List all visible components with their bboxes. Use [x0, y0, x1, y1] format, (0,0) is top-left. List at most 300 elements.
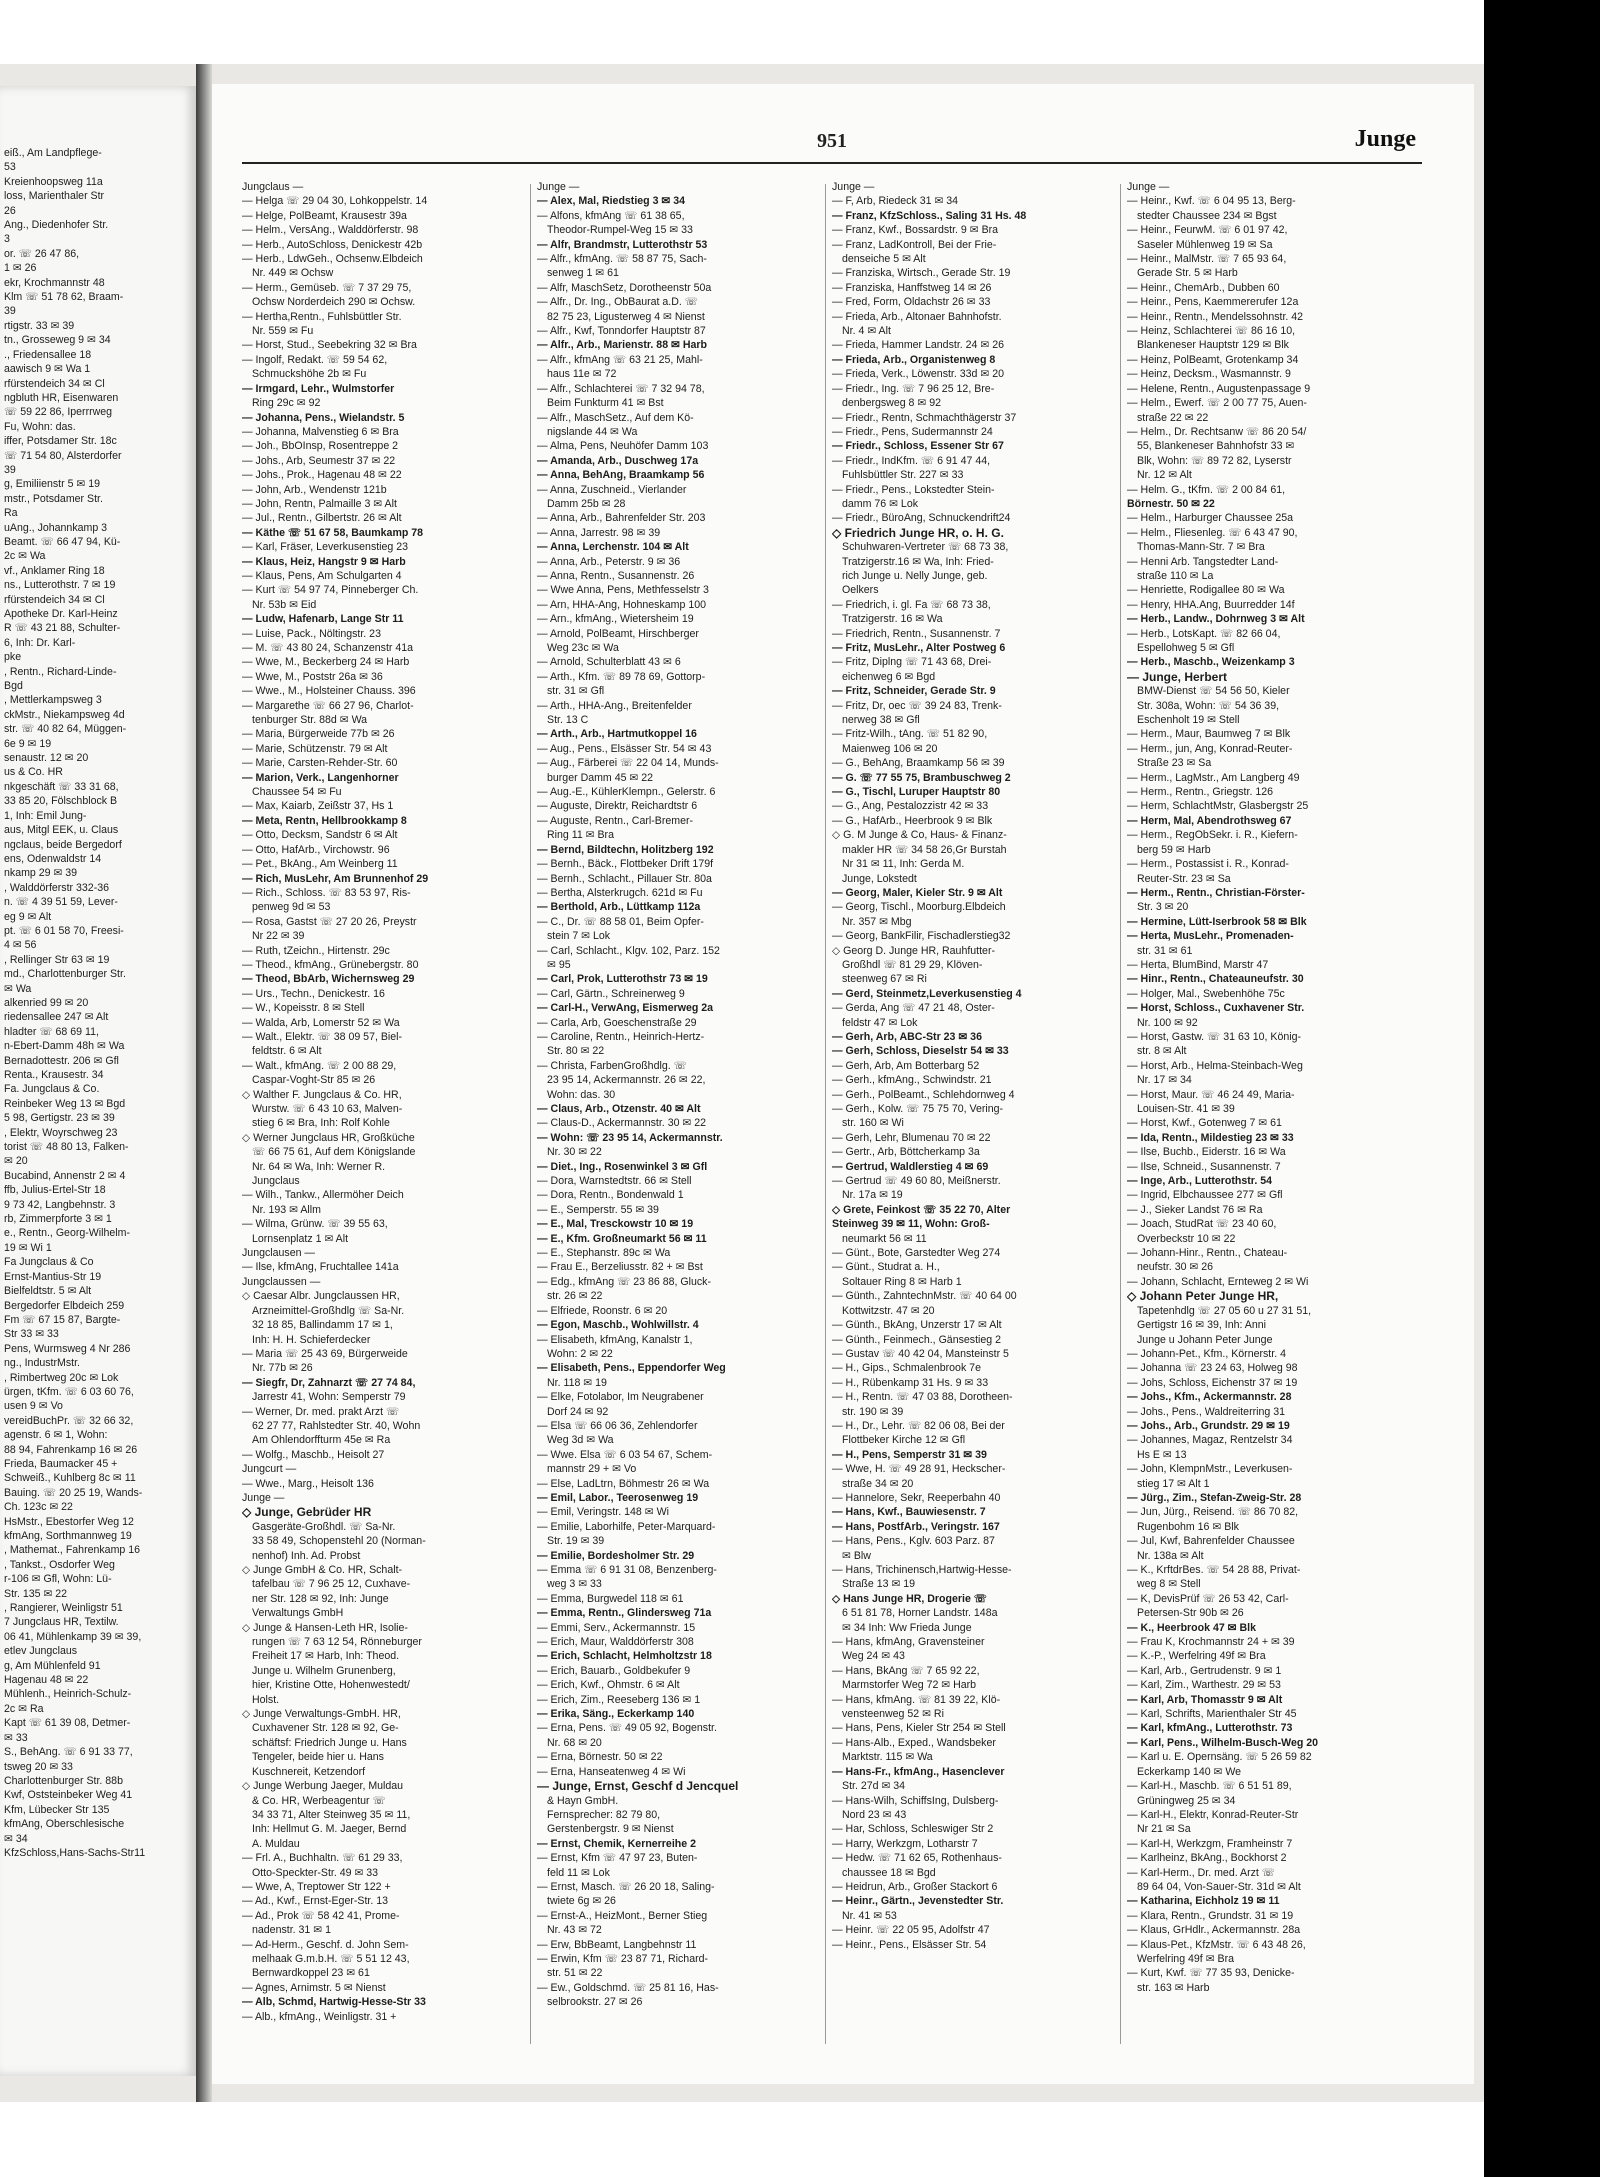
left-page-text-line: 2c ✉ Ra	[4, 1702, 44, 1715]
left-page-text-line: pt. ☏ 6 01 58 70, Freesi-	[4, 924, 124, 937]
directory-entry-line: schäftsf: Friedrich Junge u. Hans	[252, 1736, 407, 1749]
directory-entry-line: — Erika, Säng., Eckerkamp 140	[537, 1708, 695, 1721]
directory-entry-line: — Alfr., kfmAng. ☏ 58 87 75, Sach-	[537, 253, 707, 266]
directory-entry-line: — Frau K, Krochmannstr 24 + ✉ 39	[1127, 1636, 1295, 1649]
directory-entry-line: — Günth., BkAng, Unzerstr 17 ✉ Alt	[832, 1319, 1002, 1332]
directory-entry-line: — Frieda, Arb., Altonaer Bahnhofstr.	[832, 310, 1002, 323]
directory-entry-line: — Herm., LagMstr., Am Langberg 49	[1127, 771, 1300, 784]
left-page-text-line: ✉ 33	[4, 1731, 28, 1744]
directory-entry-line: Ring 29c ✉ 92	[252, 397, 321, 410]
directory-entry-line: — Anna, Rentn., Susannenstr. 26	[537, 569, 695, 582]
directory-entry-line: — Wwe, M., Poststr 26a ✉ 36	[242, 670, 383, 683]
directory-entry-line: — Ingolf, Redakt. ☏ 59 54 62,	[242, 353, 388, 366]
left-page-text-line: Bucabind, Annenstr 2 ✉ 4	[4, 1169, 126, 1182]
directory-entry-line: — Karl, Arb., Gertrudenstr. 9 ✉ 1	[1127, 1664, 1282, 1677]
directory-entry-line: Nr. 43 ✉ 72	[547, 1924, 602, 1937]
directory-entry-line: Junge —	[537, 181, 580, 193]
directory-entry-line: — Johanna, Malvenstieg 6 ✉ Bra	[242, 425, 399, 438]
left-page-text-line: str. ☏ 40 82 64, Müggen-	[4, 723, 127, 736]
left-page-text-line: n-Ebert-Damm 48h ✉ Wa	[4, 1040, 125, 1053]
directory-entry-line: str. 163 ✉ Harb	[1137, 1981, 1210, 1994]
directory-column-1	[242, 180, 525, 2060]
directory-entry-line: — Emma ☏ 6 91 31 08, Benzenberg-	[537, 1564, 717, 1576]
directory-entry-line: Inh: Hellmut G. M. Jaeger, Bernd	[252, 1823, 407, 1836]
directory-entry-line: — Claus, Arb., Otzenstr. 40 ✉ Alt	[537, 1103, 701, 1115]
directory-entry-line: — Auguste, Direktr, Reichardtstr 6	[537, 800, 698, 813]
directory-entry-line: — Heinr., Kwf. ☏ 6 04 95 13, Berg-	[1127, 195, 1296, 208]
directory-entry-line: Damm 25b ✉ 28	[547, 497, 626, 510]
directory-entry-line: — Wwe., M., Holsteiner Chauss. 396	[242, 685, 416, 698]
directory-entry-line: — Günt., Studrat a. H.,	[832, 1261, 940, 1274]
directory-entry-line: — Amanda, Arb., Duschweg 17a	[537, 454, 699, 467]
left-page-text-line: Kapt ☏ 61 39 08, Detmer-	[4, 1717, 131, 1730]
directory-entry-line: — Gertrud, Waldlerstieg 4 ✉ 69	[832, 1160, 989, 1173]
directory-entry-line: rich Junge u. Nelly Junge, geb.	[842, 569, 988, 582]
directory-entry-line: Weg 3d ✉ Wa	[547, 1434, 614, 1447]
directory-entry-line: — Emma, Burgwedel 118 ✉ 61	[537, 1592, 684, 1605]
directory-entry-line: Nr. 12 ✉ Alt	[1137, 469, 1192, 482]
left-page-text-line: 9 73 42, Langbehnstr. 3	[4, 1198, 116, 1211]
directory-entry-line: — Karl, Pens., Wilhelm-Busch-Weg 20	[1127, 1736, 1319, 1749]
left-page-text-line: Hagenau 48 ✉ 22	[4, 1674, 89, 1687]
left-page-text-line: ens, Odenwaldstr 14	[4, 852, 102, 865]
directory-entry-line: — Arth., Kfm. ☏ 89 78 69, Gottorp-	[537, 670, 706, 683]
page-number: 951	[817, 130, 847, 152]
directory-entry-line: 82 75 23, Ligusterweg 4 ✉ Nienst	[547, 310, 705, 323]
directory-entry-line: — Margarethe ☏ 66 27 96, Charlot-	[242, 699, 414, 712]
left-page-text-line: 39	[4, 463, 16, 476]
directory-entry-line: — Helm., Dr. Rechtsanw ☏ 86 20 54/	[1127, 425, 1307, 438]
directory-entry-line: Nr. 68 ✉ 20	[547, 1736, 602, 1749]
left-page-text-line: 53	[4, 161, 16, 174]
directory-entry-line: — Ludw, Hafenarb, Lange Str 11	[242, 613, 404, 626]
directory-entry-line: — M. ☏ 43 80 24, Schanzenstr 41a	[242, 642, 414, 654]
directory-entry-line: — Herm, SchlachtMstr, Glasbergstr 25	[1127, 800, 1309, 813]
directory-entry-line: Theodor-Rumpel-Weg 15 ✉ 33	[547, 224, 693, 237]
directory-entry-line: — Erna, Hanseatenweg 4 ✉ Wi	[537, 1765, 686, 1778]
directory-entry-line: — Hermine, Lütt-Iserbrook 58 ✉ Blk	[1127, 915, 1307, 928]
directory-entry-line: Nr. 357 ✉ Mbg	[842, 915, 912, 928]
directory-entry-line: — Anna, Lerchenstr. 104 ✉ Alt	[537, 541, 689, 554]
directory-entry-line: Nr. 41 ✉ 53	[842, 1909, 897, 1922]
directory-entry-line: Petersen-Str 90b ✉ 26	[1137, 1607, 1244, 1620]
directory-entry-line: — Else, LadLtrn, Böhmestr 26 ✉ Wa	[537, 1477, 710, 1490]
directory-entry-line: ☏ 66 75 61, Auf dem Königslande	[252, 1146, 416, 1159]
directory-entry-line: — Herta, BlumBind, Marstr 47	[1127, 958, 1269, 971]
directory-entry-line: straße 110 ✉ La	[1137, 569, 1214, 582]
directory-entry-line: — Wwe, M., Beckerberg 24 ✉ Harb	[242, 656, 410, 669]
directory-entry-line: — Käthe ☏ 51 67 58, Baumkamp 78	[242, 526, 424, 539]
directory-entry-line: 55, Blankeneser Bahnhofstr 33 ✉	[1137, 440, 1295, 453]
directory-entry-line: — H., Rübenkamp 31 Hs. 9 ✉ 33	[832, 1376, 989, 1389]
left-page-text-line: g, Emiliienstr 5 ✉ 19	[4, 478, 101, 491]
directory-entry-line: — Helm., Fliesenleg. ☏ 6 43 47 90,	[1127, 526, 1298, 539]
directory-entry-line: — Jürg., Zim., Stefan-Zweig-Str. 28	[1127, 1491, 1302, 1504]
left-page-text-line: , Rentn., Richard-Linde-	[4, 665, 117, 678]
column-rule	[1120, 184, 1121, 2044]
directory-entry-line: Börnestr. 50 ✉ 22	[1127, 497, 1215, 510]
directory-entry-line: — Günth., Feinmech., Gänsestieg 2	[832, 1333, 1001, 1346]
directory-entry-line: — Henry, HHA.Ang, Buurredder 14f	[1127, 598, 1295, 611]
directory-entry-line: — Ida, Rentn., Mildestieg 23 ✉ 33	[1127, 1131, 1294, 1144]
directory-entry-line: — Junge, Ernst, Geschf d Jencquel	[537, 1779, 739, 1794]
directory-entry-line: Nr. 138a ✉ Alt	[1137, 1549, 1204, 1562]
directory-entry-line: neumarkt 56 ✉ 11	[842, 1232, 927, 1245]
directory-entry-line: Reuter-Str. 23 ✉ Sa	[1137, 872, 1231, 885]
directory-entry-line: nigslande 44 ✉ Wa	[547, 425, 638, 438]
directory-entry-line: Großhdl ☏ 81 29 29, Klöven-	[842, 958, 983, 971]
directory-entry-line: — Helm., Ewerf. ☏ 2 00 77 75, Auen-	[1127, 397, 1307, 410]
directory-entry-line: — Heinr., Rentn., Mendelssohnstr. 42	[1127, 310, 1304, 323]
directory-entry-line: — Herm., Maur, Baumweg 7 ✉ Blk	[1127, 728, 1291, 741]
directory-entry-line: — Herm., Postassist i. R., Konrad-	[1127, 858, 1289, 871]
directory-entry-line: str. 160 ✉ Wi	[842, 1117, 904, 1130]
directory-entry-line: — G., Tischl, Luruper Hauptstr 80	[832, 786, 1001, 799]
directory-entry-line: Kuschnereit, Ketzendorf	[252, 1765, 366, 1778]
directory-entry-line: — Hans-Wilh, SchiffsIng, Dulsberg-	[832, 1794, 999, 1807]
directory-entry-line: — Heinr., Pens, Kaemmererufer 12a	[1127, 296, 1299, 309]
left-page-text-line: Ch. 123c ✉ 22	[4, 1501, 73, 1514]
left-page-text-line: Renta., Krausestr. 34	[4, 1069, 104, 1081]
left-page-text-line: Str 33 ✉ 33	[4, 1328, 59, 1341]
directory-entry-line: stieg 6 ✉ Bra, Inh: Rolf Kohle	[252, 1117, 390, 1130]
left-page-text-line: Bergedorfer Elbdeich 259	[4, 1299, 125, 1312]
directory-entry-line: — Elisabeth, kfmAng, Kanalstr 1,	[537, 1333, 693, 1346]
directory-entry-line: — Erich, Maur, Walddörferstr 308	[537, 1636, 694, 1649]
left-page-text-line: Bernadottestr. 206 ✉ Gfl	[4, 1054, 119, 1067]
left-page-text-line: KfzSchloss,Hans-Sachs-Str11	[4, 1846, 146, 1859]
directory-entry-line: — Emil, Veringstr. 148 ✉ Wi	[537, 1506, 669, 1519]
directory-entry-line: Rugenbohm 16 ✉ Blk	[1137, 1520, 1239, 1533]
directory-entry-line: — Friedr., BüroAng, Schnuckendrift24	[832, 512, 1011, 525]
left-page-text-line: , Mettlerkampsweg 3	[4, 694, 102, 707]
left-page-text-line: Beamt. ☏ 66 47 94, Kü-	[4, 535, 121, 548]
directory-entry-line: Maienweg 106 ✉ 20	[842, 742, 938, 755]
directory-entry-line: str. 8 ✉ Alt	[1137, 1045, 1187, 1058]
left-page-text-line: 6, Inh: Dr. Karl-	[4, 636, 76, 649]
directory-entry-line: Ochsw Norderdeich 290 ✉ Ochsw.	[252, 296, 416, 309]
directory-entry-line: — Helm., Harburger Chaussee 25a	[1127, 512, 1294, 525]
left-page-text-line: Bauing. ☏ 20 25 19, Wands-	[4, 1486, 143, 1499]
directory-entry-line: — Carl-H., VerwAng, Eismerweg 2a	[537, 1002, 714, 1015]
directory-entry-line: — Emmi, Serv., Ackermannstr. 15	[537, 1621, 696, 1634]
directory-entry-line: — Heinr. ☏ 22 05 95, Adolfstr 47	[832, 1924, 990, 1937]
directory-entry-line: — Friedr., Ing. ☏ 7 96 25 12, Bre-	[832, 382, 995, 395]
directory-entry-line: Espellohweg 5 ✉ Gfl	[1137, 642, 1235, 654]
directory-entry-line: — Georg, BankFilir, Fischadlerstieg32	[832, 930, 1011, 943]
directory-entry-line: — Helga ☏ 29 04 30, Lohkoppelstr. 14	[242, 195, 428, 208]
directory-entry-line: — Ilse, Schneid., Susannenstr. 7	[1127, 1160, 1281, 1173]
directory-entry-line: — Wwe. Elsa ☏ 6 03 54 67, Schem-	[537, 1448, 713, 1461]
directory-entry-line: — Arn, HHA-Ang, Hohneskamp 100	[537, 598, 706, 611]
left-page-text-line: Klm ☏ 51 78 62, Braam-	[4, 291, 124, 304]
left-page-text-line: Fu, Wohn: das.	[4, 420, 76, 433]
directory-entry-line: — Klaus, GrHdlr., Ackermannstr. 28a	[1127, 1924, 1301, 1937]
left-page-text-line: ekr, Krochmannstr 48	[4, 276, 105, 289]
directory-entry-line: nadenstr. 31 ✉ 1	[252, 1924, 331, 1937]
directory-entry-line: — Franziska, Hanffstweg 14 ✉ 26	[832, 281, 992, 294]
left-page-text-line: 1, Inh: Emil Jung-	[4, 809, 87, 822]
left-page-text-line: senaustr. 12 ✉ 20	[4, 752, 89, 765]
left-page-text-line: nkgeschäft ☏ 33 31 68,	[4, 780, 119, 793]
directory-entry-line: — Harry, Werkzgm, Lotharstr 7	[832, 1837, 978, 1850]
directory-entry-line: — Walt., kfmAng. ☏ 2 00 88 29,	[242, 1059, 397, 1072]
directory-entry-line: ◇ Junge Werbung Jaeger, Muldau	[242, 1780, 404, 1793]
left-page-text-line: ckMstr., Niekampsweg 4d	[4, 708, 125, 721]
directory-entry-line: — Horst, Kwf., Gotenweg 7 ✉ 61	[1127, 1117, 1282, 1130]
directory-entry-line: — Ad-Herm., Geschf. d. John Sem-	[242, 1938, 409, 1951]
directory-entry-line: str. 51 ✉ 22	[547, 1967, 603, 1980]
directory-entry-line: — Carla, Arb, Goeschenstraße 29	[537, 1016, 697, 1029]
directory-entry-line: — Günth., ZahntechnMstr. ☏ 40 64 00	[832, 1290, 1017, 1303]
directory-entry-line: — Fritz-Wilh., tAng. ☏ 51 82 90,	[832, 728, 988, 741]
directory-entry-line: feldtstr. 6 ✉ Alt	[252, 1045, 322, 1058]
left-page-text-line: 6e 9 ✉ 19	[4, 737, 52, 750]
left-page-text-line: HsMstr., Ebestorfer Weg 12	[4, 1515, 134, 1528]
directory-entry-line: — Carl, Prok, Lutterothstr 73 ✉ 19	[537, 973, 708, 986]
directory-entry-line: Ring 11 ✉ Bra	[547, 829, 614, 842]
left-page-text-line: rtigstr. 33 ✉ 39	[4, 319, 75, 332]
directory-entry-line: senweg 1 ✉ 61	[547, 267, 619, 280]
left-page-text-line: n. ☏ 4 39 51 59, Lever-	[4, 896, 118, 909]
directory-entry-line: — Ernst, Masch. ☏ 26 20 18, Saling-	[537, 1880, 715, 1893]
directory-entry-line: — Maria ☏ 25 43 69, Bürgerweide	[242, 1347, 408, 1360]
left-page-text-line: r-106 ✉ Gfl, Wohn: Lü-	[4, 1573, 112, 1586]
directory-entry-line: — Walt., Elektr. ☏ 38 09 57, Biel-	[242, 1030, 403, 1043]
directory-entry-line: — Karl-H, Werkzgm, Framheinstr 7	[1127, 1837, 1293, 1850]
directory-entry-line: — Elfriede, Roonstr. 6 ✉ 20	[537, 1304, 668, 1317]
directory-entry-line: — Aug., Färberei ☏ 22 04 14, Munds-	[537, 757, 719, 770]
directory-entry-line: Str. 3 ✉ 20	[1137, 901, 1189, 914]
directory-entry-line: — Frieda, Verk., Löwenstr. 33d ✉ 20	[832, 368, 1004, 381]
directory-entry-line: — K.-P., Werfelring 49f ✉ Bra	[1127, 1650, 1266, 1663]
directory-page	[212, 84, 1474, 2084]
directory-entry-line: — Alfr, MaschSetz, Dorotheenstr 50a	[537, 281, 712, 294]
directory-entry-line: Holst.	[252, 1693, 280, 1706]
directory-entry-line: str. 26 ✉ 22	[547, 1290, 603, 1303]
left-page-text-line: iffer, Potsdamer Str. 18c	[4, 435, 117, 448]
directory-entry-line: — Elsa ☏ 66 06 36, Zehlendorfer	[537, 1419, 698, 1432]
directory-entry-line: — Erich, Bauarb., Goldbekufer 9	[537, 1664, 691, 1677]
directory-entry-line: — Johann-Pet., Kfm., Körnerstr. 4	[1127, 1347, 1286, 1360]
left-page-text-line: tsweg 20 ✉ 33	[4, 1760, 73, 1773]
directory-entry-line: — Arth., Arb., Hartmutkoppel 16	[537, 728, 697, 741]
directory-entry-line: Tratzigerstr. 16 ✉ Wa	[842, 613, 943, 626]
directory-entry-line: Wurstw. ☏ 6 43 10 63, Malven-	[252, 1103, 403, 1115]
directory-entry-line: — Herm., Rentn., Christian-Förster-	[1127, 886, 1305, 899]
directory-entry-line: — Fritz, Diplng ☏ 71 43 68, Drei-	[832, 656, 992, 669]
directory-entry-line: Beim Funkturm 41 ✉ Bst	[547, 397, 664, 410]
directory-entry-line: — Bertha, Alsterkrugch. 621d ✉ Fu	[537, 886, 703, 899]
directory-entry-line: tafelbau ☏ 7 96 25 12, Cuxhave-	[252, 1578, 411, 1591]
directory-entry-line: — Theod, BbArb, Wichernsweg 29	[242, 973, 415, 986]
directory-entry-line: — Emilie, Laborhilfe, Peter-Marquard-	[537, 1520, 716, 1533]
left-page-text-line: hladter ☏ 68 69 11,	[4, 1025, 99, 1038]
directory-entry-line: — Fred, Form, Oldachstr 26 ✉ 33	[832, 296, 991, 309]
directory-entry-line: — Hertha,Rentn., Fuhlsbüttler Str.	[242, 310, 402, 323]
directory-entry-line: — Aug., Pens., Elsässer Str. 54 ✉ 43	[537, 742, 712, 755]
directory-entry-line: — Heinr., ChemArb., Dubben 60	[1127, 281, 1280, 294]
directory-entry-line: Junge u. Wilhelm Grunenberg,	[252, 1664, 396, 1677]
directory-entry-line: — Pet., BkAng., Am Weinberg 11	[242, 858, 398, 871]
directory-entry-line: — Fritz, Dr, oec ☏ 39 24 83, Trenk-	[832, 699, 1002, 712]
directory-entry-line: — Ad., Kwf., Ernst-Eger-Str. 13	[242, 1895, 389, 1908]
directory-entry-line: Nr. 64 ✉ Wa, Inh: Werner R.	[252, 1160, 386, 1173]
directory-entry-line: — Siegfr, Dr, Zahnarzt ☏ 27 74 84,	[242, 1376, 416, 1389]
directory-entry-line: — Franz, Kwf., Bossardstr. 9 ✉ Bra	[832, 224, 999, 237]
directory-entry-line: Gerstenbergstr. 9 ✉ Nienst	[547, 1823, 674, 1836]
directory-entry-line: — Anna, Jarrestr. 98 ✉ 39	[537, 526, 661, 539]
directory-entry-line: Jungcurt —	[242, 1463, 297, 1476]
directory-entry-line: — Alfr., kfmAng ☏ 63 21 25, Mahl-	[537, 353, 703, 366]
directory-entry-line: Nr. 30 ✉ 22	[547, 1146, 602, 1159]
directory-entry-line: — Franz, LadKontroll, Bei der Frie-	[832, 238, 997, 251]
left-page-text-line: Apotheke Dr. Karl-Heinz	[4, 608, 118, 620]
directory-entry-line: — Johann-Hinr., Rentn., Chateau-	[1127, 1247, 1288, 1260]
directory-entry-line: Gasgeräte-Großhdl. ☏ Sa-Nr.	[252, 1520, 396, 1533]
directory-entry-line: — Johs., Arb., Grundstr. 29 ✉ 19	[1127, 1419, 1290, 1432]
directory-entry-line: — Marie, Schützenstr. 79 ✉ Alt	[242, 742, 388, 755]
left-page-text-line: Ang., Diedenhofer Str.	[4, 219, 109, 232]
directory-entry-line: — Alb., kfmAng., Weinligstr. 31 +	[242, 2010, 397, 2023]
directory-entry-line: — Hans, PostfArb., Veringstr. 167	[832, 1520, 1000, 1533]
left-page-text-line: , Elektr, Woyrschweg 23	[4, 1126, 118, 1139]
directory-entry-line: — Ernst-A., HeizMont., Berner Stieg	[537, 1909, 708, 1922]
directory-entry-line: — Gerh, Arb, Am Botterbarg 52	[832, 1059, 980, 1072]
directory-entry-line: — G., BehAng, Braamkamp 56 ✉ 39	[832, 757, 1005, 770]
directory-entry-line: str. 31 ✉ Gfl	[547, 685, 605, 698]
directory-entry-line: Freiheit 17 ✉ Harb, Inh: Theod.	[252, 1650, 400, 1663]
left-page-text-line: Schweiß., Kuhlberg 8c ✉ 11	[4, 1472, 136, 1485]
directory-entry-line: — Friedrich, Rentn., Susannenstr. 7	[832, 627, 1001, 640]
directory-entry-line: Tengeler, beide hier u. Hans	[252, 1751, 384, 1764]
directory-entry-line: — Gerh, Lehr, Blumenau 70 ✉ 22	[832, 1131, 991, 1144]
directory-entry-line: — Frl. A., Buchhaltn. ☏ 61 29 33,	[242, 1852, 403, 1865]
directory-entry-line: Chaussee 54 ✉ Fu	[252, 786, 342, 799]
directory-entry-line: berg 59 ✉ Harb	[1137, 843, 1211, 856]
directory-entry-line: Jungclaus —	[242, 181, 304, 193]
left-page-text-line: eiß., Am Landpflege-	[4, 147, 102, 159]
directory-entry-line: — Herb., LdwGeh., Ochsenw.Elbdeich	[242, 253, 423, 266]
directory-entry-line: — Berthold, Arb., Lüttkamp 112a	[537, 901, 701, 914]
directory-entry-line: Str. 19 ✉ 39	[547, 1535, 605, 1548]
left-page-text-line: torist ☏ 48 80 13, Falken-	[4, 1141, 129, 1154]
left-page-text-line: Bgd	[4, 680, 23, 693]
directory-entry-line: — Heinr., FeurwM. ☏ 6 01 97 42,	[1127, 224, 1288, 237]
directory-entry-line: — Har, Schloss, Schleswiger Str 2	[832, 1823, 994, 1836]
left-page-text-line: alkenried 99 ✉ 20	[4, 996, 89, 1009]
left-page-text-line: ☏ 71 54 80, Alsterdorfer	[4, 449, 122, 462]
book-gutter	[196, 64, 212, 2102]
directory-entry-line: — Erwin, Kfm ☏ 23 87 71, Richard-	[537, 1952, 709, 1965]
directory-entry-line: haus 11e ✉ 72	[547, 368, 617, 381]
directory-entry-line: — Johs, Schloss, Eichenstr 37 ✉ 19	[1127, 1376, 1298, 1389]
directory-entry-line: — Inge, Arb., Lutterothstr. 54	[1127, 1175, 1272, 1188]
directory-entry-line: Otto-Speckter-Str. 49 ✉ 33	[252, 1866, 379, 1879]
directory-entry-line: — Irmgard, Lehr., Wulmstorfer	[242, 382, 395, 395]
column-rule	[530, 184, 531, 2044]
left-page-text-line: 5 98, Gertigstr. 23 ✉ 39	[4, 1112, 115, 1125]
left-page-text-line: ✉ 34	[4, 1832, 28, 1845]
directory-entry-line: Jarrestr 41, Wohn: Semperstr 79	[252, 1391, 406, 1404]
directory-entry-line: Nr. 559 ✉ Fu	[252, 325, 314, 338]
directory-entry-line: — Herb., Maschb., Weizenkamp 3	[1127, 656, 1295, 669]
directory-entry-line: — Gertr., Arb, Böttcherkamp 3a	[832, 1146, 980, 1159]
directory-entry-line: — H., Gips., Schmalenbrook 7e	[832, 1362, 981, 1375]
left-page-text-line: rfürstendeich 34 ✉ Cl	[4, 377, 105, 390]
directory-entry-line: — Klaus-Pet., KfzMstr. ☏ 6 43 48 26,	[1127, 1938, 1306, 1951]
directory-entry-line: ◇ Junge & Hansen-Leth HR, Isolie-	[242, 1621, 408, 1634]
directory-entry-line: — Jun, Jürg., Reisend. ☏ 86 70 82,	[1127, 1506, 1299, 1519]
directory-entry-line: — Wwe Anna, Pens, Methfesselstr 3	[537, 584, 709, 597]
left-page-text-line: Ernst-Mantius-Str 19	[4, 1270, 102, 1283]
directory-entry-line: — Johanna ☏ 23 24 63, Holweg 98	[1127, 1362, 1298, 1375]
left-page-text-line: 1 ✉ 26	[4, 262, 37, 275]
left-page-text-line: e., Rentn., Georg-Wilhelm-	[4, 1227, 130, 1240]
directory-entry-line: — Johannes, Magaz, Rentzelstr 34	[1127, 1434, 1293, 1447]
directory-entry-line: — Joh., BbOInsp, Rosentreppe 2	[242, 440, 399, 453]
directory-entry-line: neufstr. 30 ✉ 26	[1137, 1261, 1214, 1274]
directory-entry-line: ◇ Johann Peter Junge HR,	[1127, 1289, 1279, 1304]
directory-entry-line: — Junge, Herbert	[1127, 669, 1228, 684]
directory-entry-line: — John, Rentn, Palmaille 3 ✉ Alt	[242, 497, 397, 510]
directory-entry-line: — Georg, Tischl., Moorburg.Elbdeich	[832, 901, 1006, 914]
directory-entry-line: — Marie, Carsten-Rehder-Str. 60	[242, 757, 398, 770]
left-page-text-line: , Rimbertweg 20c ✉ Lok	[4, 1371, 119, 1384]
directory-entry-line: 23 95 14, Ackermannstr. 26 ✉ 22,	[547, 1074, 706, 1087]
directory-entry-line: — Gerh., kfmAng., Schwindstr. 21	[832, 1074, 992, 1087]
directory-entry-line: — Arnold, PolBeamt, Hirschberger	[537, 627, 699, 640]
directory-entry-line: Wohn: 2 ✉ 22	[547, 1347, 613, 1360]
left-page-text-line: vf., Anklamer Ring 18	[4, 564, 105, 577]
left-page-text-line: Fa Jungclaus & Co	[4, 1256, 94, 1269]
directory-entry-line: stein 7 ✉ Lok	[547, 930, 611, 943]
directory-entry-line: Arzneimittel-Großhdlg ☏ Sa-Nr.	[252, 1304, 405, 1317]
directory-entry-line: — Herb., AutoSchloss, Denickestr 42b	[242, 238, 423, 251]
directory-entry-line: — Henni Arb. Tangstedter Land-	[1127, 555, 1279, 568]
directory-entry-line: stieg 17 ✉ Alt 1	[1137, 1477, 1210, 1490]
directory-entry-line: — Christa, FarbenGroßhdlg. ☏	[537, 1059, 687, 1072]
directory-entry-line: Junge —	[1127, 181, 1170, 193]
directory-entry-line: — Hans, kfmAng. ☏ 81 39 22, Klö-	[832, 1693, 1001, 1706]
directory-entry-line: Lornsenplatz 1 ✉ Alt	[252, 1232, 349, 1245]
left-page-text-line: R ☏ 43 21 88, Schulter-	[4, 622, 121, 635]
directory-entry-line: — John, Arb., Wendenstr 121b	[242, 483, 387, 496]
directory-entry-line: — Herb., Landw., Dohrnweg 3 ✉ Alt	[1127, 613, 1305, 626]
running-head: Junge	[1354, 126, 1416, 152]
directory-entry-line: selbrookstr. 27 ✉ 26	[547, 1996, 643, 2009]
directory-entry-line: — Alex, Mal, Riedstieg 3 ✉ 34	[537, 195, 686, 208]
left-page-text-line: Reinbeker Weg 13 ✉ Bgd	[4, 1097, 126, 1110]
directory-entry-line: — Karlheinz, BkAng., Bockhorst 2	[1127, 1852, 1287, 1865]
directory-entry-line: — Herm, Mal, Abendrothsweg 67	[1127, 814, 1292, 827]
directory-entry-line: — Klara, Rentn., Grundstr. 31 ✉ 19	[1127, 1909, 1294, 1922]
directory-entry-line: Junge, Lokstedt	[842, 872, 917, 885]
directory-entry-line: Soltauer Ring 8 ✉ Harb 1	[842, 1275, 962, 1288]
directory-entry-line: — Fritz, MusLehr., Alter Postweg 6	[832, 642, 1006, 654]
left-page-text-line: Fm ☏ 67 15 87, Bargte-	[4, 1313, 121, 1326]
directory-entry-line: — Friedr., Rentn, Schmachthägerstr 37	[832, 411, 1017, 424]
directory-entry-line: Gertigstr 16 ✉ 39, Inh: Anni	[1137, 1319, 1267, 1332]
directory-entry-line: — Henriette, Rodigallee 80 ✉ Wa	[1127, 584, 1285, 597]
directory-entry-line: Eckerkamp 140 ✉ We	[1137, 1765, 1242, 1778]
directory-entry-line: & Co. HR, Werbeagentur ☏	[252, 1794, 386, 1807]
directory-entry-line: — Anna, Arb., Peterstr. 9 ✉ 36	[537, 555, 681, 568]
directory-entry-line: — Karl, Zim., Warthestr. 29 ✉ 53	[1127, 1679, 1281, 1692]
directory-entry-line: Nr. 193 ✉ Allm	[252, 1203, 321, 1216]
directory-entry-line: ◇ Caesar Albr. Jungclaussen HR,	[242, 1290, 400, 1303]
left-page-text-line: md., Charlottenburger Str.	[4, 968, 126, 981]
